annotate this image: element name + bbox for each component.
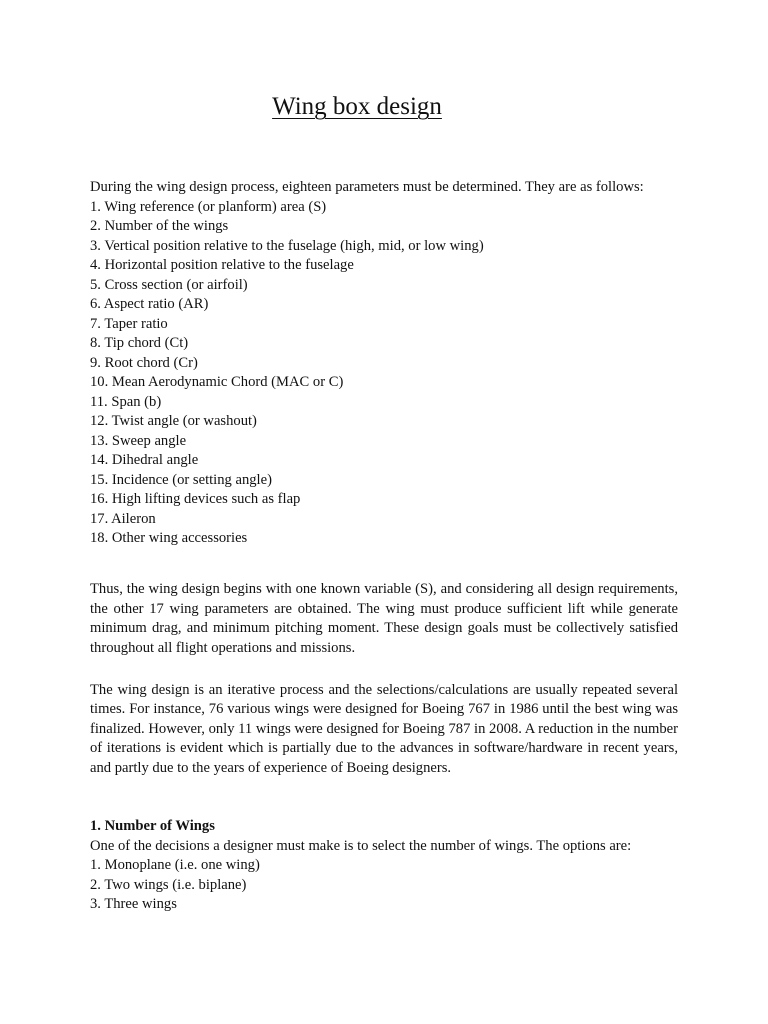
list-item: 13. Sweep angle <box>90 432 187 449</box>
list-item: 3. Vertical position relative to the fuselage (high, mid, or low wing) <box>90 237 484 254</box>
parameters-list <box>90 198 678 549</box>
list-item: 6. Aspect ratio (AR) <box>90 296 209 312</box>
list-item: 9. Root chord (Cr) <box>90 354 198 371</box>
list-item: 7. Taper ratio <box>90 315 168 332</box>
page-title: Wing box design <box>272 93 442 120</box>
paragraph-text: Thus, the wing design begins with one known variable (S), and considering all design requirements, the other 17 wing parameters are obtained. The wing must produce sufficient lift while generate minimum drag, and minimum pitching moment. These design goals must be collectively satisfied throughout all flight operations and missions. <box>90 581 678 656</box>
list-item: 8. Tip chord (Ct) <box>90 335 189 351</box>
list-item: 5. Cross section (or airfoil) <box>90 276 248 293</box>
iteration-paragraph <box>90 681 678 778</box>
section-heading: 1. Number of Wings <box>90 818 215 834</box>
list-item: 3. Three wings <box>90 896 177 912</box>
list-item: 11. Span (b) <box>90 393 162 410</box>
list-item: 2. Two wings (i.e. biplane) <box>90 876 247 893</box>
number-of-wings-section <box>90 817 678 915</box>
list-item: 10. Mean Aerodynamic Chord (MAC or C) <box>90 374 344 390</box>
intro-lead: During the wing design process, eighteen parameters must be determined. They are as follows: <box>90 179 644 195</box>
parameters-section <box>90 178 678 549</box>
list-item: 18. Other wing accessories <box>90 530 248 546</box>
list-item: 12. Twist angle (or washout) <box>90 413 257 429</box>
list-item: 4. Horizontal position relative to the fuselage <box>90 257 354 273</box>
design-approach-paragraph <box>90 580 678 658</box>
list-item: 14. Dihedral angle <box>90 452 199 468</box>
list-item: 1. Monoplane (i.e. one wing) <box>90 857 260 873</box>
list-item: 1. Wing reference (or planform) area (S) <box>90 198 327 215</box>
list-item: 16. High lifting devices such as flap <box>90 491 301 507</box>
list-item: 17. Aileron <box>90 510 156 527</box>
wing-options-list <box>90 856 678 915</box>
section-lead: One of the decisions a designer must make is to select the number of wings. The options are: <box>90 837 632 854</box>
paragraph-text: The wing design is an iterative process and the selections/calculations are usually repeated several times. For instance, 76 various wings were designed for Boeing 767 in 1986 until the best wing was finalized. However, only 11 wings were designed for Boeing 787 in 2008. A reduction in the number of iterations is evident which is partially due to the advances in software/hardware in recent years, and partly due to the years of experience of Boeing designers. <box>90 682 678 776</box>
list-item: 2. Number of the wings <box>90 218 229 234</box>
list-item: 15. Incidence (or setting angle) <box>90 471 272 488</box>
